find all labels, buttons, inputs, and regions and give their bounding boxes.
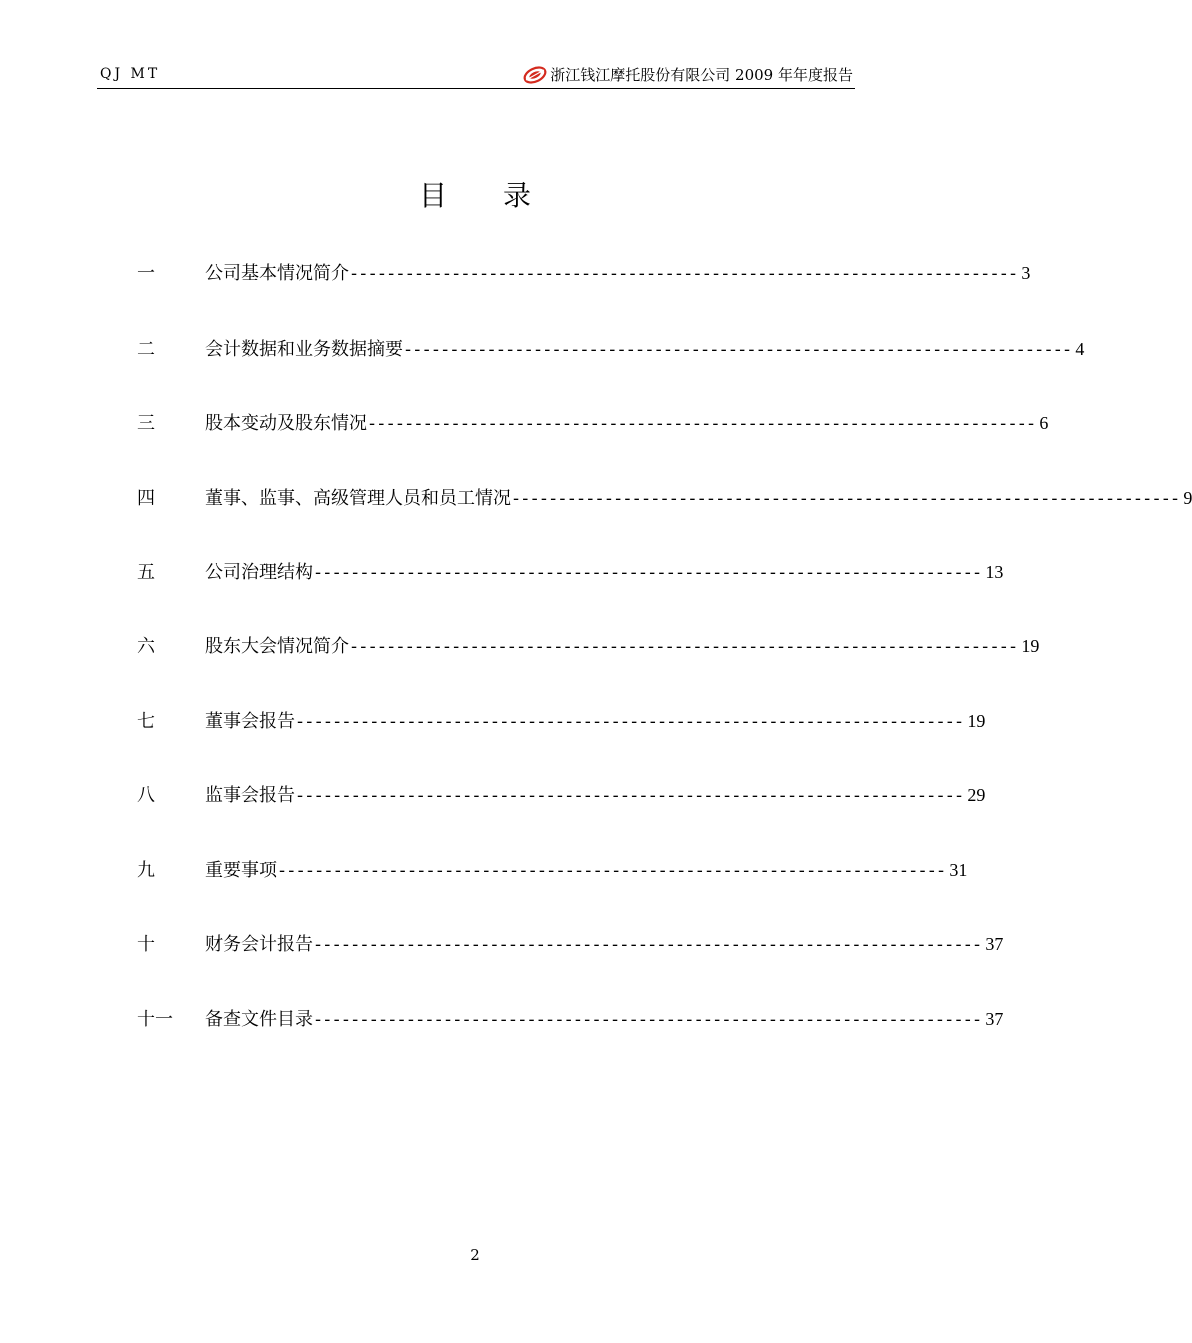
- toc-leader: ------------------------------------------------------------------------: [369, 413, 1038, 434]
- toc-leader: ------------------------------------------------------------------------: [315, 1009, 984, 1030]
- toc-entry-number: 七: [137, 711, 155, 732]
- toc-leader: ------------------------------------------------------------------------: [405, 339, 1074, 360]
- toc-entry[interactable]: [137, 558, 1004, 583]
- toc-entry[interactable]: [137, 632, 1040, 657]
- toc-entry[interactable]: [137, 707, 986, 732]
- toc-entry-number: 十: [137, 934, 155, 955]
- toc-entry-number: 四: [137, 488, 155, 509]
- page-number: 2: [470, 1246, 480, 1264]
- toc-entry-title: 董事会报告: [205, 711, 295, 732]
- toc-entry-page: 4: [1075, 339, 1085, 359]
- toc-entry[interactable]: [137, 484, 1192, 509]
- toc-entry-title: 重要事项: [205, 860, 277, 881]
- toc-entry[interactable]: [137, 259, 1031, 284]
- toc-entry-number: 十一: [137, 1009, 173, 1030]
- toc-entry-number: 二: [137, 339, 155, 360]
- toc-entry-title: 股本变动及股东情况: [205, 413, 367, 434]
- page-title: [0, 174, 950, 214]
- toc-entry-title: 监事会报告: [205, 785, 295, 806]
- toc-entry-page: 6: [1039, 413, 1049, 433]
- toc-entry[interactable]: [137, 781, 986, 806]
- toc-entry-page: 13: [985, 562, 1004, 582]
- toc-entry-title: 公司治理结构: [205, 562, 313, 583]
- toc-entry-page: 31: [949, 860, 968, 880]
- toc-entry[interactable]: [137, 335, 1085, 360]
- toc-entry-title: 公司基本情况简介: [205, 263, 349, 284]
- toc-entry-title: 会计数据和业务数据摘要: [205, 339, 403, 360]
- toc-entry-page: 37: [985, 1009, 1004, 1029]
- toc-entry-number: 九: [137, 860, 155, 881]
- toc-entry[interactable]: [137, 930, 1004, 955]
- toc-entry-title: 董事、监事、高级管理人员和员工情况: [205, 488, 511, 509]
- toc-leader: ------------------------------------------------------------------------: [315, 934, 984, 955]
- title-char-1: 目: [418, 179, 447, 212]
- toc-entry-title: 财务会计报告: [205, 934, 313, 955]
- toc-leader: ------------------------------------------------------------------------: [351, 263, 1020, 284]
- toc-leader: ------------------------------------------------------------------------: [315, 562, 984, 583]
- toc-entry-page: 29: [967, 785, 986, 805]
- toc-entry-page: 37: [985, 934, 1004, 954]
- toc-entry-number: 三: [137, 413, 155, 434]
- toc-entry-number: 八: [137, 785, 155, 806]
- header-code: QJ MT: [100, 66, 161, 82]
- toc-leader: ------------------------------------------------------------------------: [351, 636, 1020, 657]
- toc-leader: ------------------------------------------------------------------------: [297, 711, 966, 732]
- title-char-2: 录: [503, 179, 532, 212]
- toc-entry-title: 股东大会情况简介: [205, 636, 349, 657]
- toc-entry-number: 六: [137, 636, 155, 657]
- toc-entry[interactable]: [137, 856, 968, 881]
- company-logo-icon: [522, 65, 548, 85]
- toc-entry-number: 五: [137, 562, 155, 583]
- toc-entry-page: 19: [1021, 636, 1040, 656]
- toc-entry-title: 备查文件目录: [205, 1009, 313, 1030]
- toc-entry-page: 19: [967, 711, 986, 731]
- header-divider: [97, 88, 855, 89]
- toc-entry-page: 9: [1183, 488, 1192, 508]
- header-report-title: [522, 64, 853, 85]
- toc-leader: ------------------------------------------------------------------------: [513, 488, 1182, 509]
- header-report-title-text: 浙江钱江摩托股份有限公司 2009 年年度报告: [550, 66, 853, 84]
- toc-entry-number: 一: [137, 263, 155, 284]
- toc-entry[interactable]: [137, 1005, 1004, 1030]
- toc-leader: ------------------------------------------------------------------------: [297, 785, 966, 806]
- toc-entry[interactable]: [137, 409, 1049, 434]
- toc-leader: ------------------------------------------------------------------------: [279, 860, 948, 881]
- toc-entry-page: 3: [1021, 263, 1031, 283]
